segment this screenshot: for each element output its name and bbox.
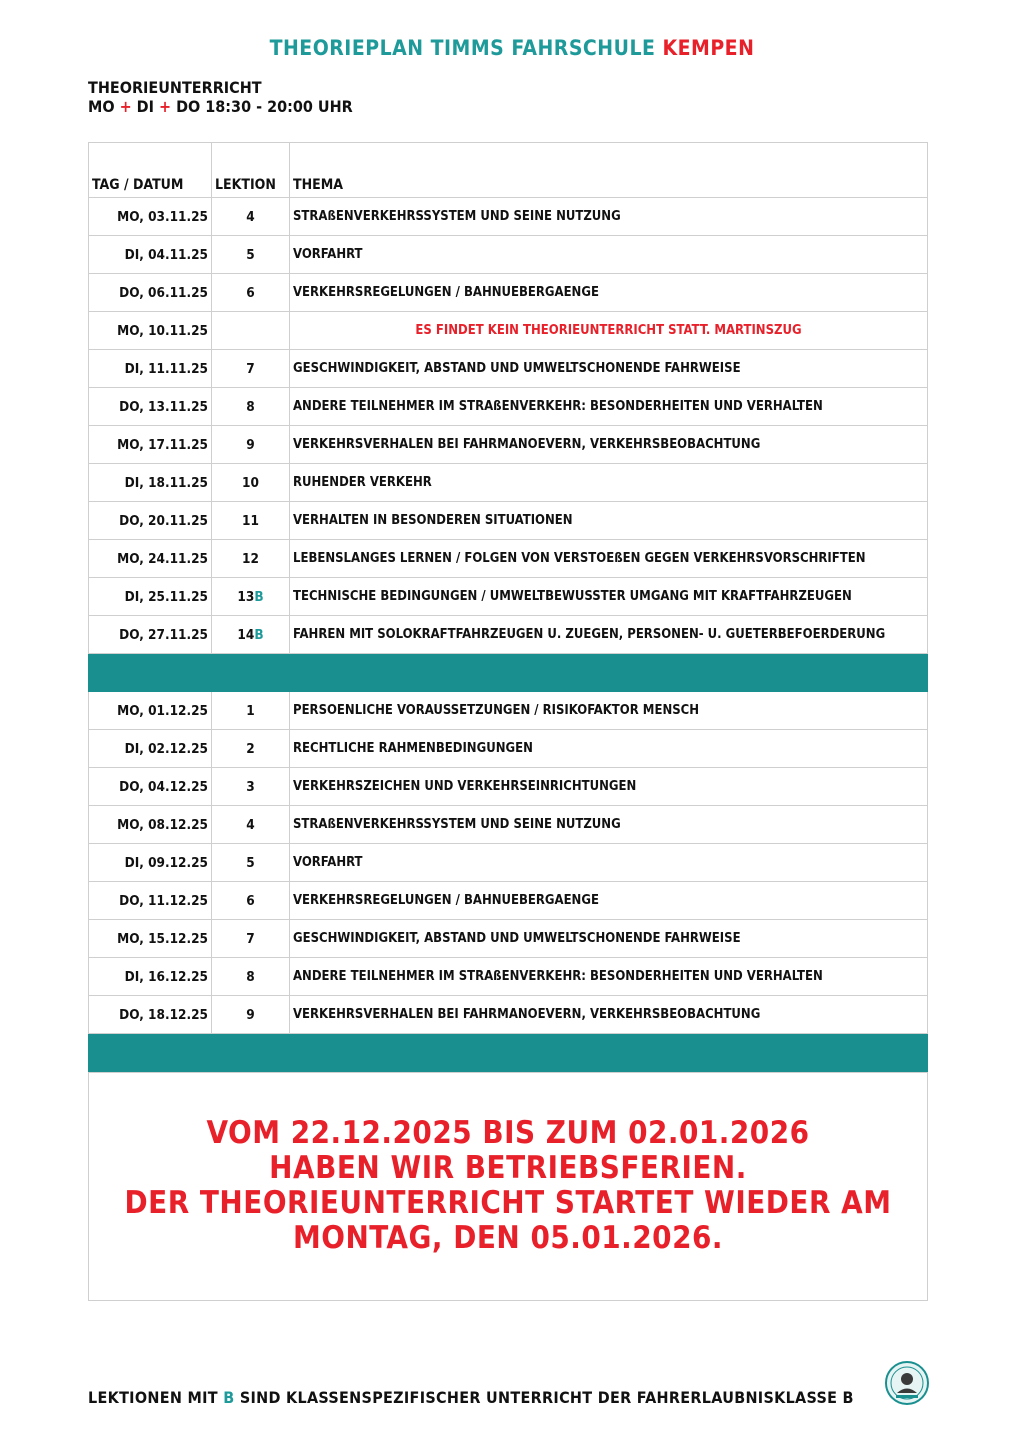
lesson-number: 2: [246, 740, 255, 757]
row-topic: ANDERE TEILNEHMER IM STRAßENVERKEHR: BESONDERHEITEN UND VERHALTEN: [290, 958, 928, 996]
lesson-number: 13: [237, 588, 255, 605]
lesson-number: 5: [246, 854, 255, 871]
row-lesson: [212, 730, 290, 768]
row-topic: STRAßENVERKEHRSSYSTEM UND SEINE NUTZUNG: [290, 806, 928, 844]
page-title: [0, 36, 1024, 60]
lesson-class-suffix: B: [254, 588, 264, 605]
holiday-line3: DER THEORIEUNTERRICHT STARTET WIEDER AM: [124, 1185, 892, 1221]
lesson-class-suffix: B: [254, 626, 264, 643]
table-row: [89, 198, 928, 236]
row-lesson: [212, 426, 290, 464]
schedule-subtitle: [88, 78, 353, 116]
row-topic: GESCHWINDIGKEIT, ABSTAND UND UMWELTSCHONENDE FAHRWEISE: [290, 350, 928, 388]
table-row: [89, 350, 928, 388]
row-date: DI, 02.12.25: [89, 730, 212, 768]
lesson-number: 12: [242, 550, 259, 567]
row-topic: VERHALTEN IN BESONDEREN SITUATIONEN: [290, 502, 928, 540]
row-topic: VERKEHRSREGELUNGEN / BAHNUEBERGAENGE: [290, 882, 928, 920]
row-topic: ANDERE TEILNEHMER IM STRAßENVERKEHR: BESONDERHEITEN UND VERHALTEN: [290, 388, 928, 426]
table-row: [89, 540, 928, 578]
row-date: DO, 18.12.25: [89, 996, 212, 1034]
lesson-number: 4: [246, 816, 255, 833]
lesson-number: 14: [237, 626, 255, 643]
row-topic: VORFAHRT: [290, 236, 928, 274]
header-date: TAG / DATUM: [89, 143, 212, 198]
row-lesson: [212, 198, 290, 236]
row-date: DI, 25.11.25: [89, 578, 212, 616]
lesson-number: 4: [246, 208, 255, 225]
row-topic: STRAßENVERKEHRSSYSTEM UND SEINE NUTZUNG: [290, 198, 928, 236]
row-date: DO, 20.11.25: [89, 502, 212, 540]
table-row: [89, 692, 928, 730]
table-row: [89, 730, 928, 768]
separator-cell: [290, 1034, 928, 1072]
row-lesson: [212, 388, 290, 426]
row-date: DO, 11.12.25: [89, 882, 212, 920]
row-lesson: [212, 540, 290, 578]
row-topic: ES FINDET KEIN THEORIEUNTERRICHT STATT. MARTINSZUG: [290, 312, 928, 350]
lesson-number: 11: [242, 512, 259, 529]
lesson-number: 7: [246, 360, 255, 377]
row-lesson: [212, 236, 290, 274]
lesson-number: 5: [246, 246, 255, 263]
separator-cell: [89, 654, 212, 692]
lesson-number: 9: [246, 436, 255, 453]
row-date: MO, 17.11.25: [89, 426, 212, 464]
subtitle-line2: MO + DI + DO 18:30 - 20:00 UHR: [88, 97, 353, 116]
table-row: [89, 616, 928, 654]
row-date: DI, 16.12.25: [89, 958, 212, 996]
table-header-row: [89, 143, 928, 198]
holiday-line2: HABEN WIR BETRIEBSFERIEN.: [269, 1150, 747, 1186]
row-date: MO, 24.11.25: [89, 540, 212, 578]
row-topic: FAHREN MIT SOLOKRAFTFAHRZEUGEN U. ZUEGEN, PERSONEN- U. GUETERBEFOERDERUNG: [290, 616, 928, 654]
table-row: [89, 996, 928, 1034]
table-row: [89, 768, 928, 806]
lesson-number: 6: [246, 892, 255, 909]
table-row: [89, 388, 928, 426]
table-row: [89, 578, 928, 616]
title-main: THEORIEPLAN TIMMS FAHRSCHULE: [269, 36, 656, 60]
table-row: [89, 958, 928, 996]
row-lesson: [212, 464, 290, 502]
lesson-number: 9: [246, 1006, 255, 1023]
row-date: DO, 27.11.25: [89, 616, 212, 654]
row-date: MO, 15.12.25: [89, 920, 212, 958]
row-lesson: [212, 844, 290, 882]
row-lesson: [212, 958, 290, 996]
section-separator: [89, 1034, 928, 1072]
row-lesson: [212, 920, 290, 958]
section-separator: [89, 654, 928, 692]
row-lesson: [212, 692, 290, 730]
row-lesson: [212, 882, 290, 920]
row-topic: VERKEHRSZEICHEN UND VERKEHRSEINRICHTUNGEN: [290, 768, 928, 806]
row-lesson: [212, 312, 290, 350]
lesson-number: 10: [242, 474, 259, 491]
row-topic: VERKEHRSVERHALEN BEI FAHRMANOEVERN, VERKEHRSBEOBACHTUNG: [290, 996, 928, 1034]
row-date: DI, 04.11.25: [89, 236, 212, 274]
footer-note: LEKTIONEN MIT B SIND KLASSENSPEZIFISCHER UNTERRICHT DER FAHRERLAUBNISKLASSE B: [88, 1388, 854, 1407]
separator-cell: [290, 654, 928, 692]
table-row: [89, 502, 928, 540]
lesson-number: 6: [246, 284, 255, 301]
separator-cell: [212, 654, 290, 692]
table-row: [89, 882, 928, 920]
row-lesson: [212, 616, 290, 654]
separator-cell: [89, 1034, 212, 1072]
lesson-number: 8: [246, 968, 255, 985]
holiday-notice: [88, 1116, 928, 1256]
header-lesson: LEKTION: [212, 143, 290, 198]
lesson-number: 8: [246, 398, 255, 415]
table-row: [89, 806, 928, 844]
row-date: MO, 03.11.25: [89, 198, 212, 236]
fahrschule-logo-icon: [884, 1360, 930, 1406]
row-topic: PERSOENLICHE VORAUSSETZUNGEN / RISIKOFAKTOR MENSCH: [290, 692, 928, 730]
row-date: MO, 01.12.25: [89, 692, 212, 730]
row-topic: VORFAHRT: [290, 844, 928, 882]
schedule-table: [88, 142, 928, 1072]
row-date: DO, 04.12.25: [89, 768, 212, 806]
table-row: [89, 274, 928, 312]
table-row: [89, 844, 928, 882]
row-topic: TECHNISCHE BEDINGUNGEN / UMWELTBEWUSSTER UMGANG MIT KRAFTFAHRZEUGEN: [290, 578, 928, 616]
row-lesson: [212, 502, 290, 540]
row-date: DI, 11.11.25: [89, 350, 212, 388]
subtitle-line1: THEORIEUNTERRICHT: [88, 78, 262, 97]
title-city: KEMPEN: [662, 36, 755, 60]
row-date: MO, 10.11.25: [89, 312, 212, 350]
separator-cell: [212, 1034, 290, 1072]
row-date: MO, 08.12.25: [89, 806, 212, 844]
row-lesson: [212, 274, 290, 312]
row-date: DI, 09.12.25: [89, 844, 212, 882]
table-row: [89, 920, 928, 958]
notice-row: [89, 312, 928, 350]
row-topic: RECHTLICHE RAHMENBEDINGUNGEN: [290, 730, 928, 768]
row-topic: RUHENDER VERKEHR: [290, 464, 928, 502]
row-topic: VERKEHRSVERHALEN BEI FAHRMANOEVERN, VERKEHRSBEOBACHTUNG: [290, 426, 928, 464]
row-date: DO, 13.11.25: [89, 388, 212, 426]
row-topic: VERKEHRSREGELUNGEN / BAHNUEBERGAENGE: [290, 274, 928, 312]
lesson-number: 1: [246, 702, 255, 719]
row-lesson: [212, 996, 290, 1034]
row-date: DO, 06.11.25: [89, 274, 212, 312]
lesson-number: 3: [246, 778, 255, 795]
table-row: [89, 464, 928, 502]
row-lesson: [212, 806, 290, 844]
table-row: [89, 426, 928, 464]
holiday-line4: MONTAG, DEN 05.01.2026.: [293, 1220, 723, 1256]
row-date: DI, 18.11.25: [89, 464, 212, 502]
header-topic: THEMA: [290, 143, 928, 198]
holiday-line1: VOM 22.12.2025 BIS ZUM 02.01.2026: [206, 1115, 810, 1151]
lesson-number: 7: [246, 930, 255, 947]
row-lesson: [212, 768, 290, 806]
table-row: [89, 236, 928, 274]
row-lesson: [212, 350, 290, 388]
row-lesson: [212, 578, 290, 616]
row-topic: GESCHWINDIGKEIT, ABSTAND UND UMWELTSCHONENDE FAHRWEISE: [290, 920, 928, 958]
row-topic: LEBENSLANGES LERNEN / FOLGEN VON VERSTOEßEN GEGEN VERKEHRSVORSCHRIFTEN: [290, 540, 928, 578]
